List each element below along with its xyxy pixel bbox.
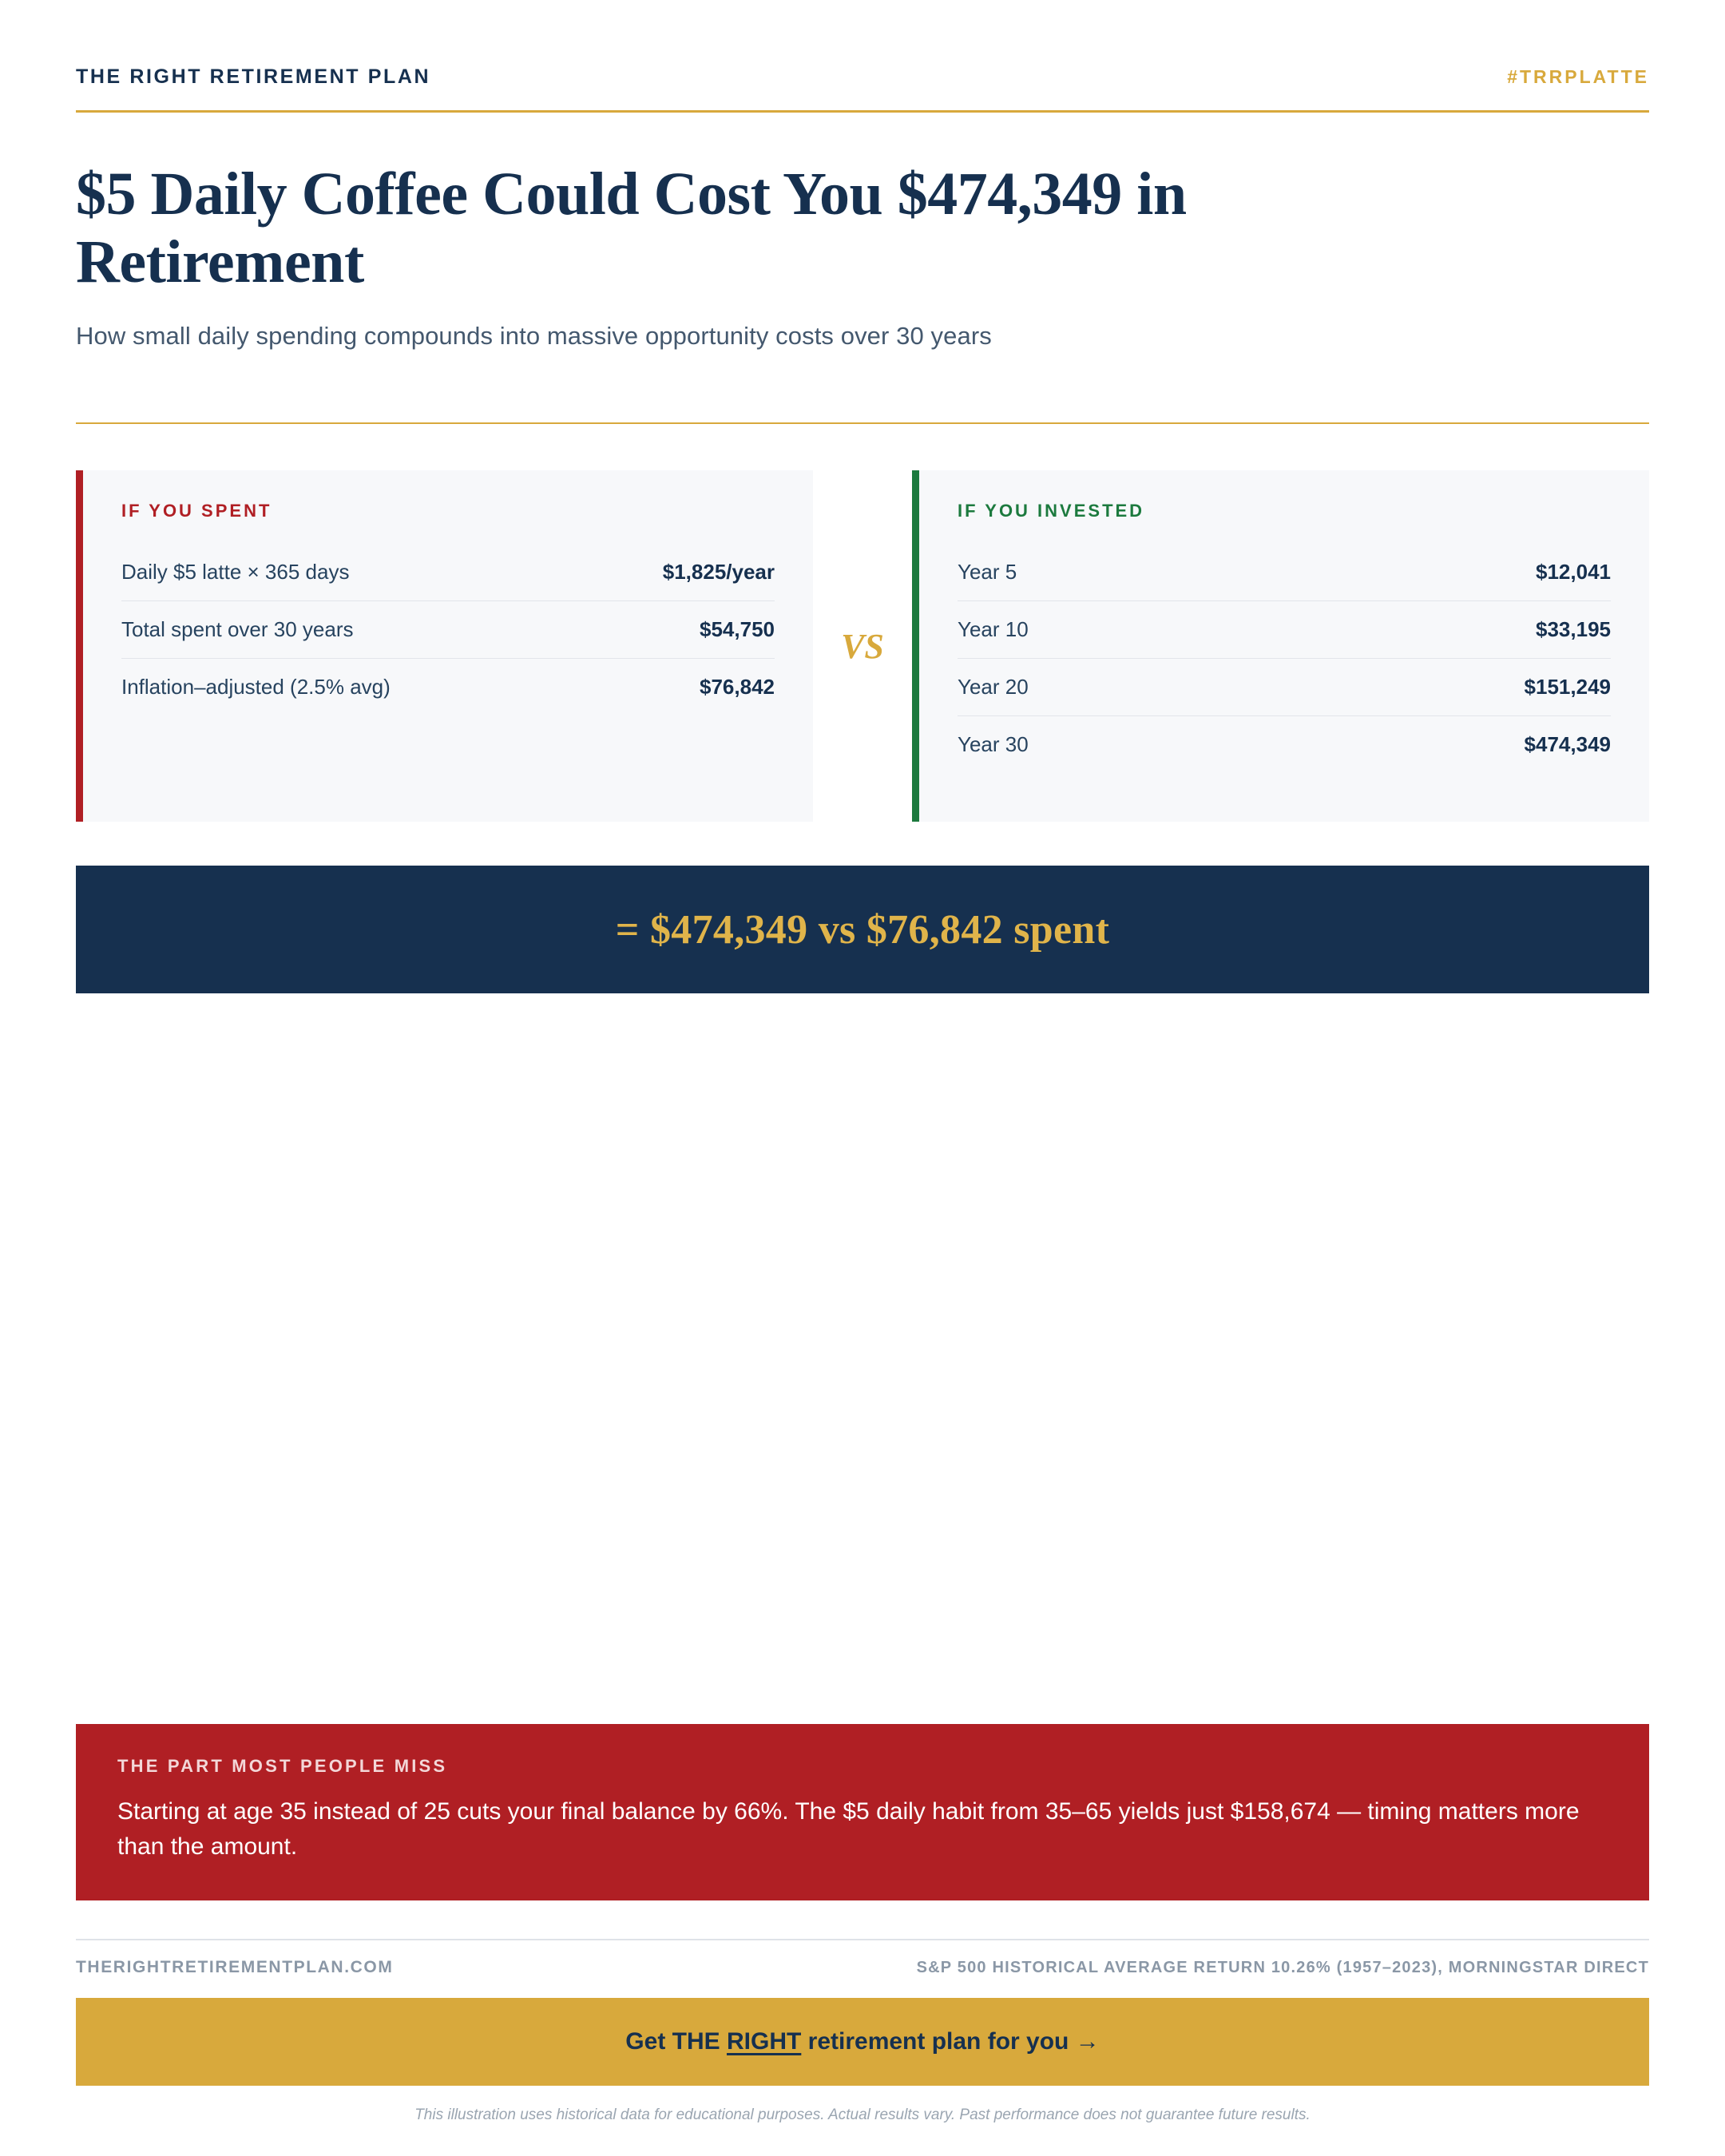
row-value: $1,825/year (662, 560, 775, 585)
panel-spent-label: IF YOU SPENT (121, 501, 272, 521)
row-label: Total spent over 30 years (121, 617, 354, 642)
result-banner (76, 866, 1649, 993)
panel-if-you-invested (912, 470, 1649, 822)
table-row (121, 659, 775, 715)
row-label: Year 20 (958, 675, 1029, 700)
brand-name: THE RIGHT RETIREMENT PLAN (76, 65, 431, 88)
row-label: Inflation–adjusted (2.5% avg) (121, 675, 391, 700)
table-row (121, 544, 775, 601)
page-subtitle: How small daily spending compounds into massive opportunity costs over 30 years (76, 322, 992, 351)
row-value: $474,349 (1524, 732, 1611, 757)
cta-prefix: Get THE (625, 2028, 727, 2055)
title-block (76, 113, 1649, 351)
row-value: $12,041 (1536, 560, 1611, 585)
row-label: Daily $5 latte × 365 days (121, 560, 350, 585)
cta-label (625, 2028, 1099, 2055)
hashtag-label: #TRRPLATTE (1507, 66, 1649, 87)
row-value: $33,195 (1536, 617, 1611, 642)
table-row (958, 544, 1611, 601)
gold-divider (76, 422, 1649, 424)
source-citation: S&P 500 HISTORICAL AVERAGE RETURN 10.26% (1957–2023), MORNINGSTAR DIRECT (916, 1959, 1649, 1976)
row-label: Year 30 (958, 732, 1029, 757)
row-value: $54,750 (700, 617, 775, 642)
row-value: $151,249 (1524, 675, 1611, 700)
disclaimer-text: This illustration uses historical data for educational purposes. Actual results vary. Past performance does not guarantee future results. (414, 2106, 1311, 2123)
panel-if-you-spent (76, 470, 813, 822)
callout-box (76, 1724, 1649, 1900)
table-row (958, 716, 1611, 773)
site-url: THERIGHTRETIREMENTPLAN.COM (76, 1958, 394, 1976)
table-row (958, 601, 1611, 659)
row-value: $76,842 (700, 675, 775, 700)
vs-separator: VS (841, 626, 884, 666)
callout-text: Starting at age 35 instead of 25 cuts your final balance by 66%. The $5 daily habit from 35–65 yields just $158,674 — timing matters more than the amount. (117, 1798, 1580, 1860)
page-title: $5 Daily Coffee Could Cost You $474,349 in Retirement (76, 161, 1187, 296)
result-text: = $474,349 vs $76,842 spent (615, 906, 1110, 953)
table-row (958, 659, 1611, 716)
cta-button[interactable] (76, 1998, 1649, 2086)
panel-invested-label: IF YOU INVESTED (958, 501, 1145, 521)
callout-label: THE PART MOST PEOPLE MISS (117, 1756, 448, 1776)
table-row (121, 601, 775, 659)
footer-meta (76, 1939, 1649, 1998)
cta-underline: RIGHT (726, 2028, 802, 2055)
comparison-section (76, 470, 1649, 822)
content-spacer (76, 993, 1649, 1724)
row-label: Year 10 (958, 617, 1029, 642)
row-label: Year 5 (958, 560, 1017, 585)
cta-suffix: retirement plan for you → (801, 2028, 1100, 2055)
masthead (76, 0, 1649, 113)
